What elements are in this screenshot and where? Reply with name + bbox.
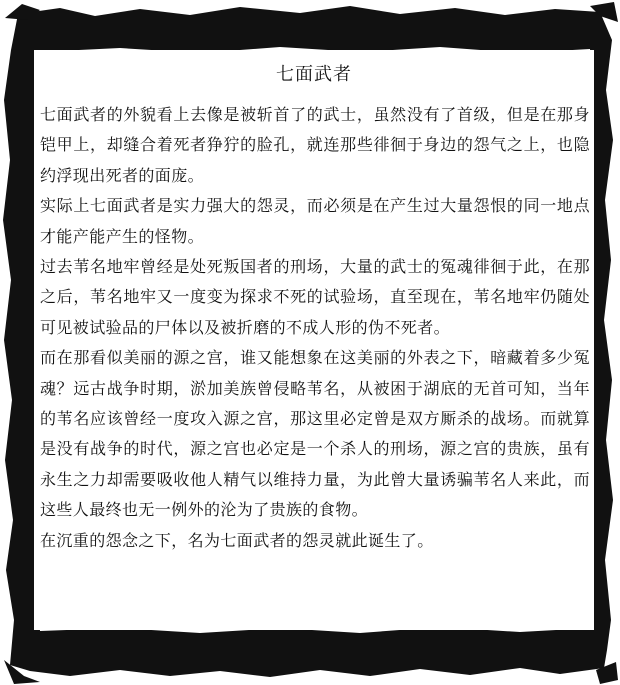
paragraph-3: 过去苇名地牢曾经是处死叛国者的刑场，大量的武士的冤魂徘徊于此，在那之后，苇名地牢又一度变为探求不死的试验场，直至现在，苇名地牢仍随处可见被试验品的尸体以及被折磨的不成人形的伪不死者。 xyxy=(40,257,590,337)
article-page xyxy=(34,50,594,630)
article-title: 七面武者 xyxy=(276,64,352,85)
paragraph-2: 实际上七面武者是实力强大的怨灵，而必须是在产生过大量怨恨的同一地点才能产能产生的怪物。 xyxy=(40,196,590,246)
article-body xyxy=(40,100,590,556)
paragraph-1: 七面武者的外貌看上去像是被斩首了的武士，虽然没有了首级，但是在那身铠甲上，却缝合着死者狰狞的脸孔，就连那些徘徊于身边的怨气之上，也隐约浮现出死者的面庞。 xyxy=(40,105,590,185)
paragraph-4: 而在那看似美丽的源之宫，谁又能想象在这美丽的外表之下，暗藏着多少冤魂？远古战争时期，淤加美族曾侵略苇名，从被困于湖底的无首可知，当年的苇名应该曾经一度攻入源之宫，那这里必定曾是双方厮杀的战场。而就算是没有战争的时代，源之宫也必定是一个杀人的刑场，源之宫的贵族，虽有永生之力却需要吸收他人精气以维持力量，为此曾大量诱骗苇名人来此，而这些人最终也无一例外的沦为了贵族的食物。 xyxy=(40,348,590,520)
paragraph-5: 在沉重的怨念之下，名为七面武者的怨灵就此诞生了。 xyxy=(40,530,434,550)
